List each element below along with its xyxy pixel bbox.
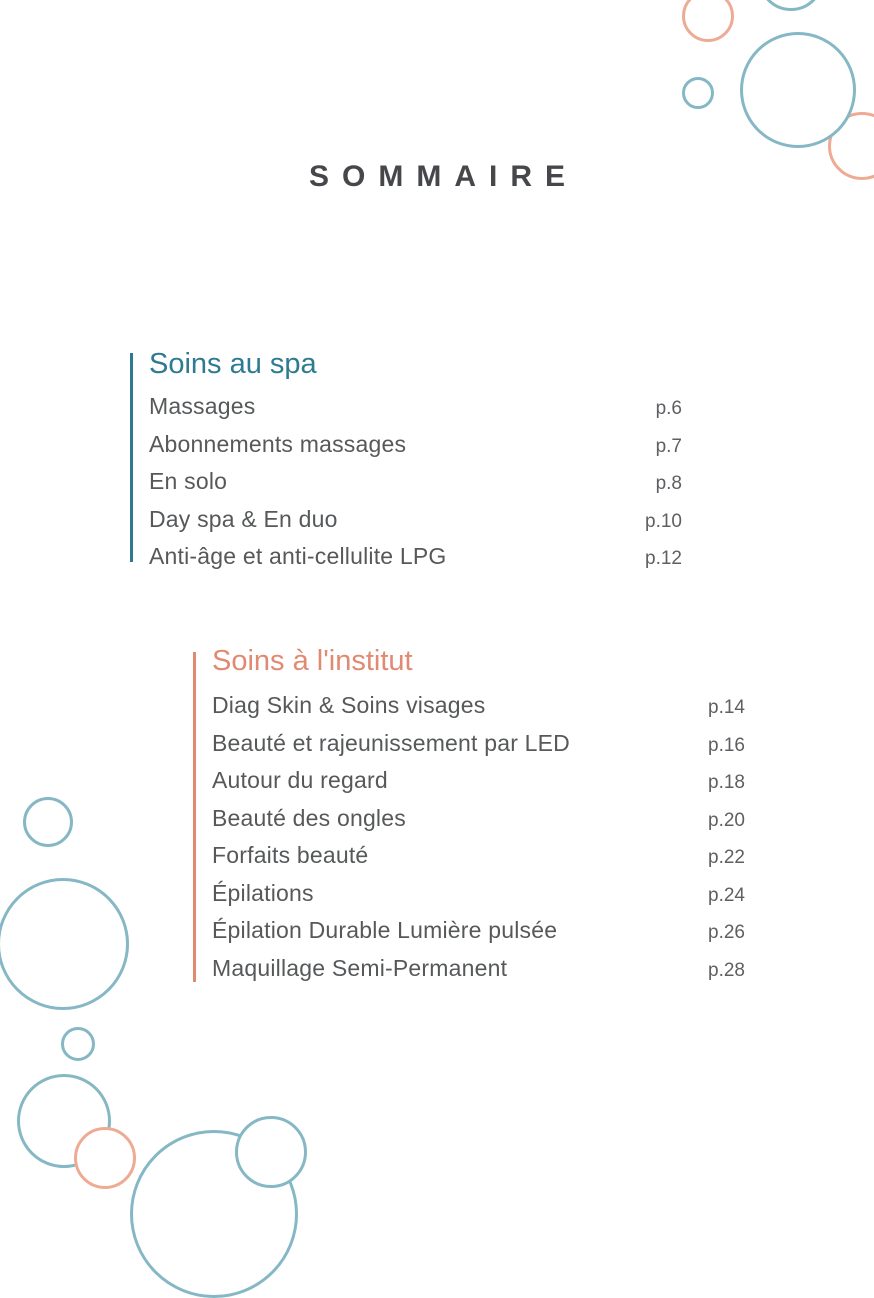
toc-item-page: p.7 bbox=[655, 435, 682, 457]
toc-item-page: p.20 bbox=[708, 809, 745, 831]
toc-item-page: p.26 bbox=[708, 922, 745, 943]
toc-item-page: p.14 bbox=[708, 697, 745, 718]
decor-circle-teal bbox=[61, 1027, 95, 1061]
toc-row[interactable] bbox=[149, 431, 682, 469]
toc-row[interactable] bbox=[212, 730, 745, 768]
decor-circle-teal bbox=[758, 0, 824, 11]
toc-section-institut bbox=[193, 643, 745, 992]
toc-item-page: p.22 bbox=[708, 847, 745, 868]
toc-item-label: Beauté des ongles bbox=[212, 804, 406, 831]
toc-row[interactable] bbox=[212, 805, 745, 843]
toc-row[interactable] bbox=[149, 468, 682, 506]
decor-circle-teal bbox=[0, 878, 129, 1010]
toc-item-page: p.16 bbox=[708, 734, 745, 756]
page-title: SOMMAIRE bbox=[309, 160, 578, 193]
toc-row[interactable] bbox=[212, 842, 745, 880]
toc-item-label: Anti-âge et anti-cellulite LPG bbox=[149, 543, 447, 569]
section-heading-institut: Soins à l'institut bbox=[212, 645, 413, 677]
toc-row[interactable] bbox=[212, 880, 745, 918]
toc-section-spa bbox=[130, 346, 682, 581]
toc-item-label: Massages bbox=[149, 393, 256, 419]
toc-list-institut bbox=[212, 692, 745, 992]
toc-item-page: p.10 bbox=[645, 510, 682, 532]
toc-row[interactable] bbox=[212, 692, 745, 730]
toc-item-label: Beauté et rajeunissement par LED bbox=[212, 729, 570, 756]
toc-row[interactable] bbox=[149, 393, 682, 431]
toc-row[interactable] bbox=[212, 917, 745, 955]
decor-circle-teal bbox=[682, 77, 714, 109]
toc-row[interactable] bbox=[212, 767, 745, 805]
toc-item-label: Day spa & En duo bbox=[149, 505, 338, 532]
toc-item-label: Épilation Durable Lumière pulsée bbox=[212, 917, 558, 943]
toc-item-label: Épilations bbox=[212, 879, 314, 906]
toc-item-label: Forfaits beauté bbox=[212, 842, 369, 868]
decor-circle-teal bbox=[740, 32, 856, 148]
toc-item-label: Autour du regard bbox=[212, 767, 388, 793]
section-heading-spa: Soins au spa bbox=[149, 348, 317, 380]
decor-circle-salmon bbox=[74, 1127, 136, 1189]
toc-item-page: p.24 bbox=[708, 884, 745, 906]
toc-list-spa bbox=[149, 393, 682, 581]
toc-row[interactable] bbox=[149, 543, 682, 581]
toc-item-page: p.12 bbox=[645, 548, 682, 569]
toc-item-page: p.8 bbox=[655, 473, 682, 494]
toc-item-page: p.18 bbox=[708, 772, 745, 793]
decor-circle-teal bbox=[23, 797, 73, 847]
toc-item-page: p.6 bbox=[655, 398, 682, 419]
toc-row[interactable] bbox=[212, 955, 745, 993]
toc-item-label: Maquillage Semi-Permanent bbox=[212, 954, 508, 981]
toc-row[interactable] bbox=[149, 506, 682, 544]
section-accent-bar bbox=[193, 652, 196, 982]
decor-circle-teal bbox=[235, 1116, 307, 1188]
toc-item-label: Diag Skin & Soins visages bbox=[212, 692, 486, 718]
decor-circle-salmon bbox=[682, 0, 734, 42]
toc-item-page: p.28 bbox=[708, 959, 745, 981]
section-accent-bar bbox=[130, 353, 133, 562]
toc-item-label: En solo bbox=[149, 468, 228, 494]
toc-item-label: Abonnements massages bbox=[149, 430, 407, 457]
